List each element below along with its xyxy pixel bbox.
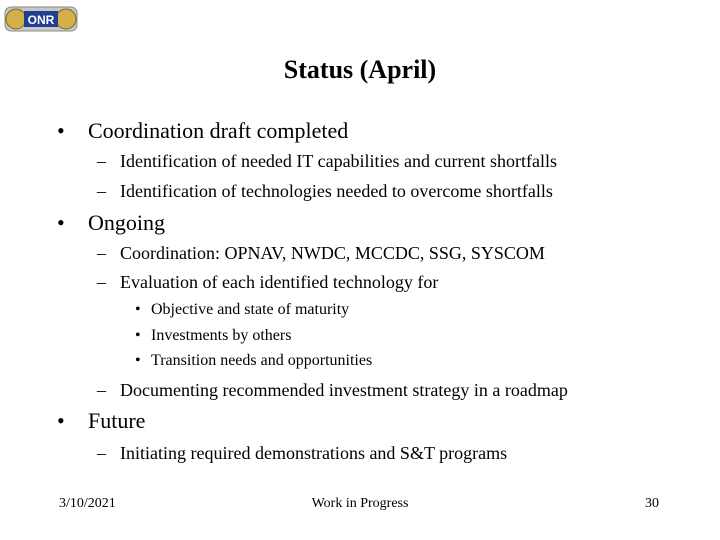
onr-logo xyxy=(4,4,78,34)
page-number: 30 xyxy=(645,496,659,511)
sub-bullet-text: Identification of technologies needed to overcome shortfalls xyxy=(120,181,553,201)
sub-sub-bullet-text: Investments by others xyxy=(151,327,292,344)
sub-sub-bullet-text: Objective and state of maturity xyxy=(151,301,350,318)
bullet-marker: • xyxy=(135,327,141,344)
bullet-marker: • xyxy=(57,118,65,143)
dash-marker: – xyxy=(97,243,106,263)
bullet-text: Coordination draft completed xyxy=(88,118,349,143)
bullet-marker: • xyxy=(57,210,65,235)
sub-bullet-text: Initiating required demonstrations and S&T programs xyxy=(120,443,508,463)
sub-bullet-text: Evaluation of each identified technology for xyxy=(120,272,439,292)
sub-bullet-text: Documenting recommended investment strategy in a roadmap xyxy=(120,380,568,400)
dash-marker: – xyxy=(97,151,106,171)
sub-bullet-text: Coordination: OPNAV, NWDC, MCCDC, SSG, SYSCOM xyxy=(120,243,545,263)
bullet-marker: • xyxy=(135,301,141,318)
bullet-text: Ongoing xyxy=(88,210,165,235)
slide-title: Status (April) xyxy=(283,55,437,84)
dash-marker: – xyxy=(97,272,106,292)
dash-marker: – xyxy=(97,443,106,463)
footer-date: 3/10/2021 xyxy=(59,496,116,511)
sub-bullet-text: Identification of needed IT capabilities and current shortfalls xyxy=(120,151,558,171)
bullet-marker: • xyxy=(135,352,141,369)
svg-text:ONR: ONR xyxy=(27,13,55,27)
dash-marker: – xyxy=(97,380,106,400)
bullet-text: Future xyxy=(88,408,146,433)
sub-sub-bullet-text: Transition needs and opportunities xyxy=(151,352,373,369)
footer-center-text: Work in Progress xyxy=(311,496,409,511)
dash-marker: – xyxy=(97,181,106,201)
bullet-marker: • xyxy=(57,408,65,433)
